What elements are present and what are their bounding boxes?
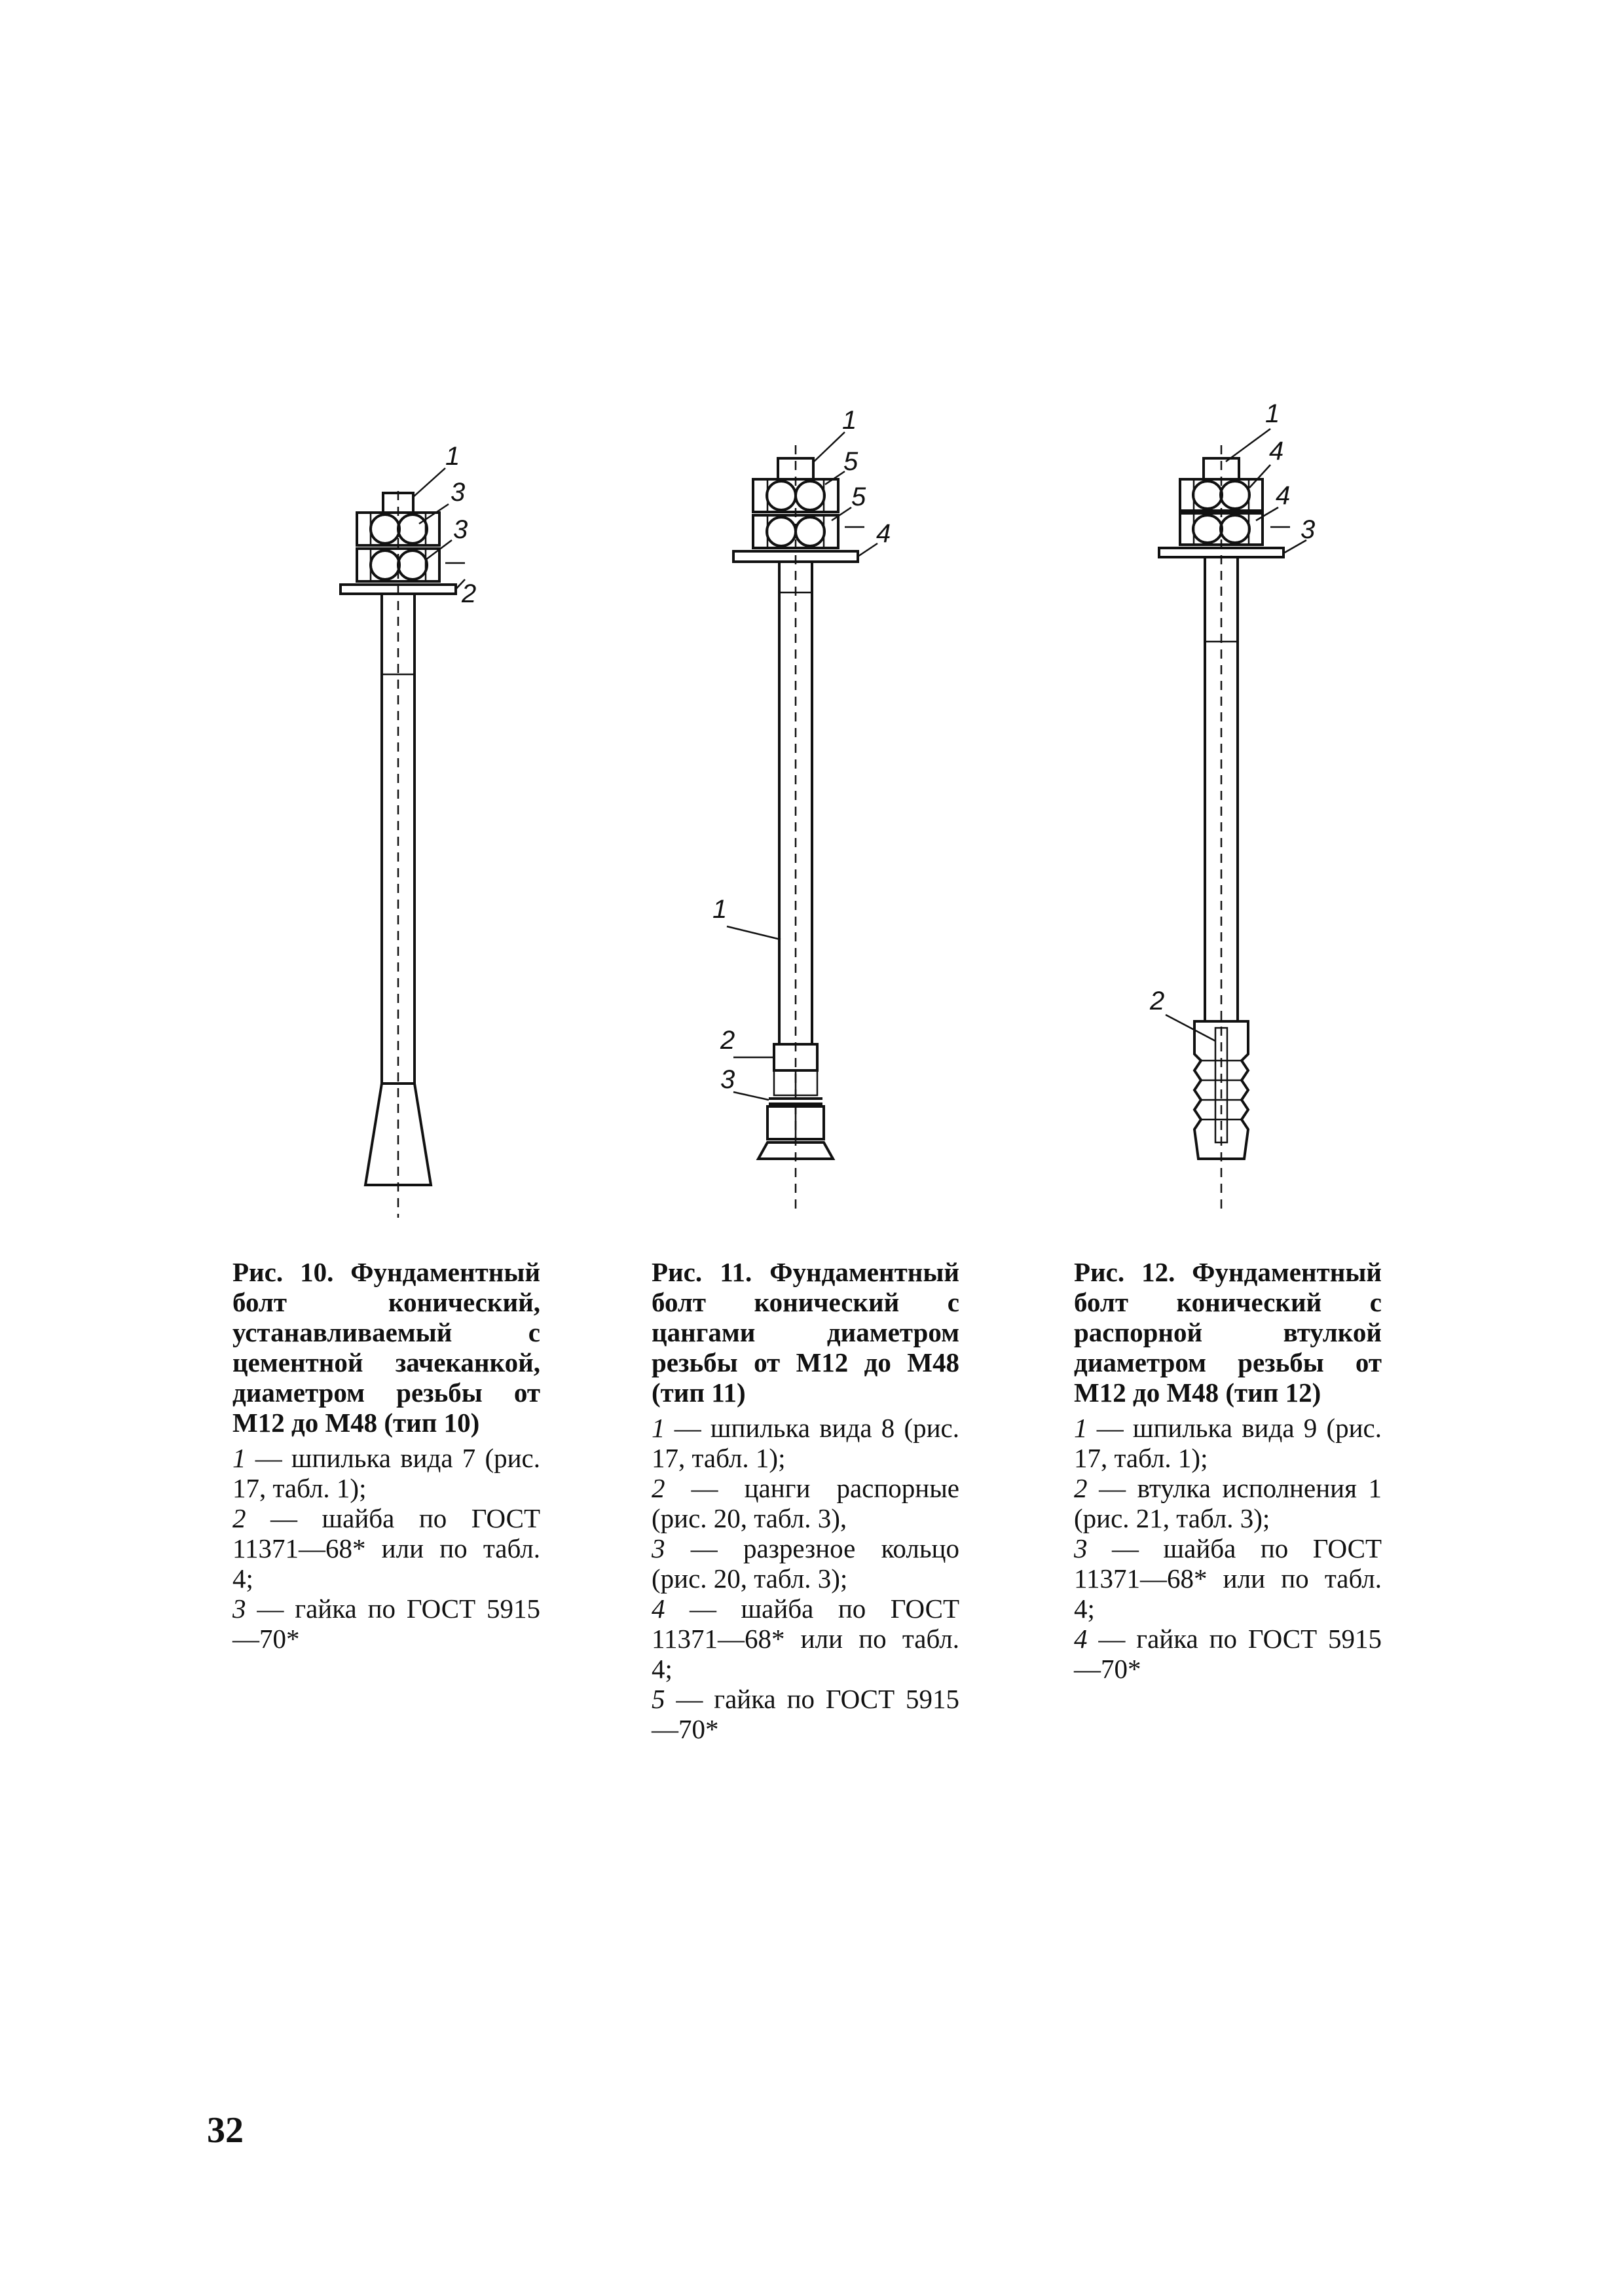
caption-legend (1074, 1413, 1382, 1684)
callout-3: 3 (1301, 515, 1316, 544)
caption-figure-10 (232, 1257, 540, 1654)
callout-2: 2 (462, 579, 477, 608)
legend-item: 2 — шайба по ГОСТ 11371—68* или по табл. 4; (232, 1503, 540, 1594)
legend-item: 1 — шпилька вида 9 (рис. 17, табл. 1); (1074, 1413, 1382, 1473)
legend-item: 2 — цанги распорные (рис. 20, табл. 3), (652, 1473, 959, 1533)
caption-legend (652, 1413, 959, 1744)
callout-3b: 3 (453, 515, 468, 544)
bolt-type-12-drawing (1054, 367, 1421, 1231)
legend-item: 3 — гайка по ГОСТ 5915—70* (232, 1594, 540, 1654)
caption-title: Рис. 12. Фундаментный болт конический с распорной втулкой диаметром резьбы от М12 до М48 (тип 12) (1074, 1257, 1382, 1408)
callout-1-shank: 1 (712, 895, 728, 924)
bolt-type-10-drawing (223, 367, 589, 1231)
legend-item: 4 — шайба по ГОСТ 11371—68* или по табл. 4; (652, 1594, 959, 1684)
callout-2: 2 (1150, 987, 1165, 1015)
figure-12-drawing (1054, 367, 1421, 1231)
callout-1: 1 (842, 406, 857, 435)
bolt-type-11-drawing (629, 367, 995, 1231)
callout-4b: 4 (1276, 481, 1291, 510)
callout-5: 5 (843, 447, 858, 476)
legend-item: 4 — гайка по ГОСТ 5915—70* (1074, 1624, 1382, 1684)
callout-1: 1 (1265, 399, 1280, 428)
legend-item: 5 — гайка по ГОСТ 5915—70* (652, 1684, 959, 1744)
callout-4: 4 (1269, 437, 1284, 465)
callout-1: 1 (445, 442, 460, 471)
caption-figure-12 (1074, 1257, 1382, 1684)
caption-legend (232, 1443, 540, 1654)
callout-3: 3 (720, 1065, 735, 1094)
page-number: 32 (207, 2110, 244, 2151)
legend-item: 1 — шпилька вида 7 (рис. 17, табл. 1); (232, 1443, 540, 1503)
figure-11-drawing (629, 367, 995, 1231)
callout-2: 2 (720, 1026, 735, 1055)
callout-5b: 5 (851, 483, 866, 511)
caption-title: Рис. 10. Фундаментный болт конический, устанавливаемый с цементной зачеканкой, диаметром резьбы от М12 до М48 (тип 10) (232, 1257, 540, 1438)
legend-item: 1 — шпилька вида 8 (рис. 17, табл. 1); (652, 1413, 959, 1473)
caption-figure-11 (652, 1257, 959, 1744)
legend-item: 3 — разрезное кольцо (рис. 20, табл. 3); (652, 1533, 959, 1594)
callout-4: 4 (876, 519, 891, 548)
caption-title: Рис. 11. Фундаментный болт конический с цангами диаметром резьбы от М12 до М48 (тип 11) (652, 1257, 959, 1408)
legend-item: 3 — шайба по ГОСТ 11371—68* или по табл. 4; (1074, 1533, 1382, 1624)
figure-10-drawing (223, 367, 589, 1231)
legend-item: 2 — втулка исполнения 1 (рис. 21, табл. 3); (1074, 1473, 1382, 1533)
callout-3: 3 (451, 478, 466, 507)
